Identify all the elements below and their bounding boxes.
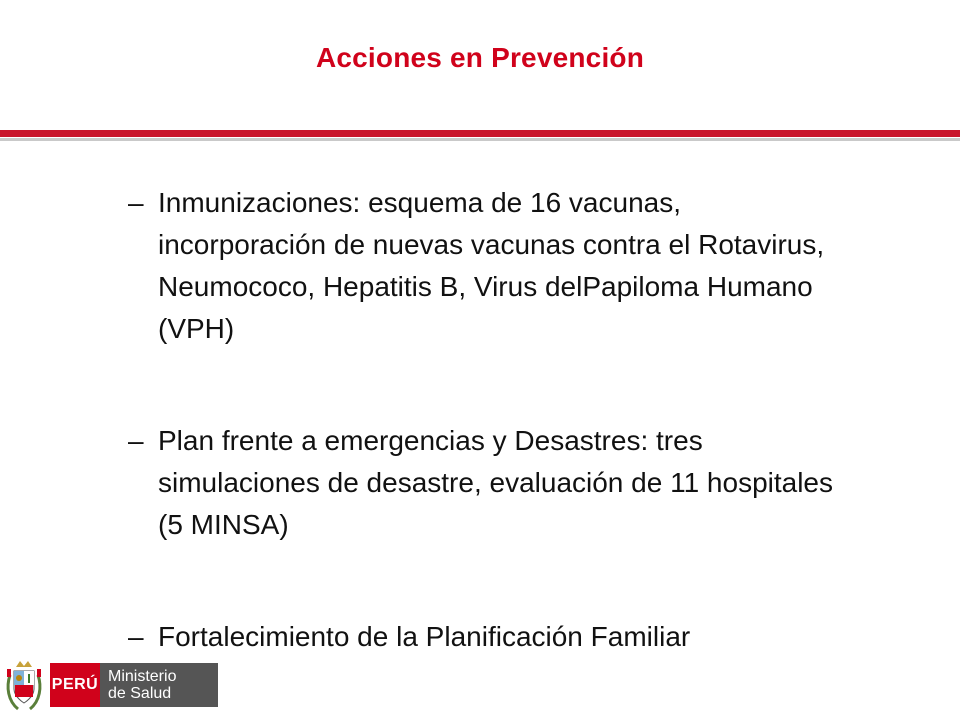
coat-of-arms-icon <box>4 657 44 713</box>
title-divider-gray <box>0 138 960 141</box>
bullet-dash: – <box>128 425 144 456</box>
ministry-logo <box>4 656 226 714</box>
bullet-list <box>128 182 838 658</box>
ministry-line-2: de Salud <box>108 685 172 702</box>
ministry-line-1: Ministerio <box>108 668 177 685</box>
bullet-item-family-planning <box>128 616 838 658</box>
bullet-item-immunizations <box>128 182 838 350</box>
bullet-text: Plan frente a emergencias y Desastres: tres simulaciones de desastre, evaluación de 11 hospitales (5 MINSA) <box>158 425 834 540</box>
bullet-dash: – <box>128 621 144 652</box>
bullet-text: Fortalecimiento de la Planificación Familiar <box>158 621 691 652</box>
country-label: PERÚ <box>50 663 100 707</box>
bullet-text: Inmunizaciones: esquema de 16 vacunas, incorporación de nuevas vacunas contra el Rotavirus, Neumococo, Hepatitis B, Virus delPapiloma Humano (VPH) <box>158 187 825 344</box>
slide-title: Acciones en Prevención <box>315 42 645 73</box>
bullet-dash: – <box>128 187 144 218</box>
title-divider-red <box>0 130 960 137</box>
bullet-item-emergency-plan <box>128 420 838 546</box>
ministry-label <box>100 663 218 707</box>
